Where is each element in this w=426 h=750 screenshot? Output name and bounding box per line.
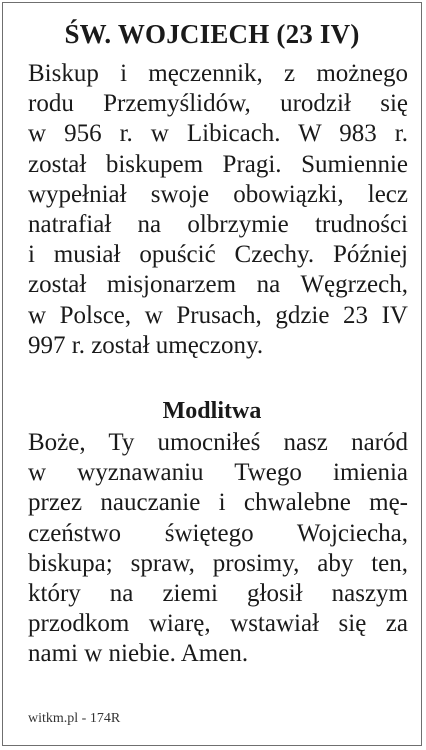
prayer-line: nami w niebie. Amen. (28, 640, 249, 668)
biography-line: został misjonarzem na Węgrzech, (28, 271, 408, 299)
biography-line: w 956 r. w Libicach. W 983 r. (28, 120, 408, 148)
prayer-line: przodkom wiarę, wstawiał się za (28, 610, 408, 638)
prayer-line: czeństwo świętego Wojciecha, (28, 519, 408, 547)
biography-line: i musiał opuścić Czechy. Później (28, 241, 408, 269)
prayer-card (2, 2, 422, 746)
biography-paragraph (28, 59, 408, 361)
prayer-line: biskupa; spraw, prosimy, aby ten, (28, 549, 408, 577)
biography-line: natrafiał na olbrzymie trudności (28, 211, 408, 239)
footer-code: witkm.pl - 174R (28, 711, 121, 726)
prayer-heading: Modlitwa (162, 398, 262, 424)
biography-line: Biskup i męczennik, z możnego (28, 60, 408, 87)
saint-title: ŚW. WOJCIECH (23 IV) (64, 19, 360, 49)
biography-line: w Polsce, w Prusach, gdzie 23 IV (28, 301, 408, 329)
prayer-line: który na ziemi głosił naszym (28, 580, 408, 608)
prayer-line: przez nauczanie i chwalebne mę- (28, 489, 408, 517)
biography-line: wypełniał swoje obowiązki, lecz (28, 180, 408, 208)
prayer-paragraph (28, 428, 408, 670)
prayer-line: w wyznawaniu Twego imienia (28, 459, 408, 487)
biography-line: 997 r. został umęczony. (28, 331, 264, 359)
biography-line: rodu Przemyślidów, urodził się (28, 90, 408, 118)
prayer-line: Boże, Ty umocniłeś nasz naród (28, 429, 408, 456)
biography-line: został biskupem Pragi. Sumiennie (28, 150, 408, 178)
